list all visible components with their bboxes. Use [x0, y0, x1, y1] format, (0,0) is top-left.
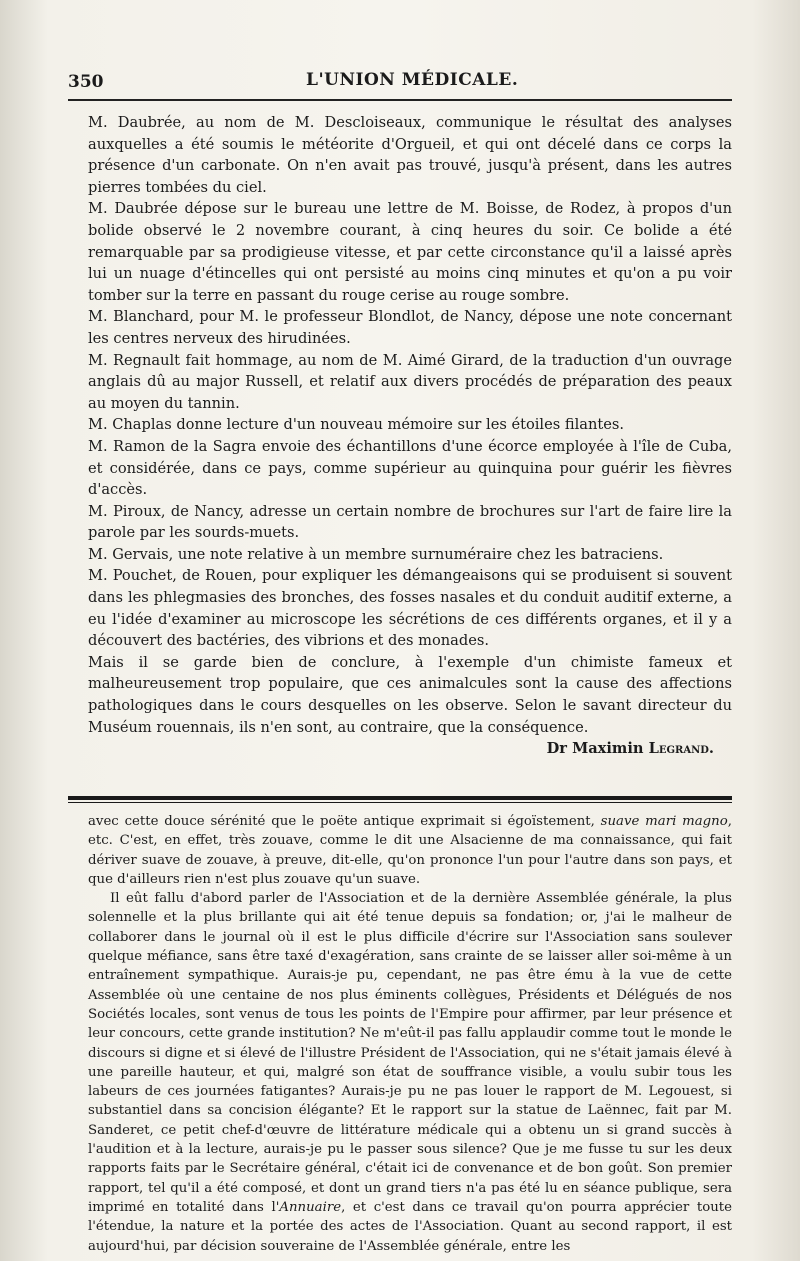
paragraph: avec cette douce sérénité que le poëte antique exprimait si égoïstement, suave mari magno, etc. C'est, en effet, très zouave, comme le dit une Alsacienne de ma connaissance, qui fait dériver suave de zouave, à preuve, dit-elle, qu'on prononce l'un pour l'autre dans son pays, et que d'ailleurs rien n'est plus zouave qu'un suave.	[88, 814, 732, 887]
paragraph: M. Ramon de la Sagra envoie des échantillons d'une écorce employée à l'île de Cuba, et considérée, dans ce pays, comme supérieur au quinquina pour guérir les fièvres d'accès.	[88, 437, 732, 499]
feuilleton-text	[88, 812, 732, 1256]
signature-prefix: Dr Maximin	[546, 740, 649, 758]
paragraph: M. Blanchard, pour M. le professeur Blondlot, de Nancy, dépose une note concernant les centres nerveux des hirudinées.	[88, 308, 732, 347]
page-number: 350	[68, 72, 104, 92]
header-rule	[68, 99, 732, 101]
paragraph: M. Daubrée dépose sur le bureau une lettre de M. Boisse, de Rodez, à propos d'un bolide observé le 2 novembre courant, à cinq heures du soir. Ce bolide a été remarquable par sa prodigieuse vitesse, et par cette circonstance qu'il a laissé après lui un nuage d'étincelles qui ont persisté au moins cinq minutes et qu'on a pu voir tomber sur la terre en passant du rouge cerise au rouge sombre.	[88, 200, 732, 304]
page-header	[68, 68, 732, 96]
academy-report	[88, 112, 732, 760]
paragraph: M. Piroux, de Nancy, adresse un certain nombre de brochures sur l'art de faire lire la parole par les sourds-muets.	[88, 502, 732, 542]
signature-name: Legrand.	[648, 740, 714, 758]
paragraph: M. Gervais, une note relative à un membre surnuméraire chez les batraciens.	[88, 545, 664, 563]
paragraph: Il eût fallu d'abord parler de l'Association et de la dernière Assemblée générale, la plus solennelle et la plus brillante qui ait été tenue depuis sa fondation; or, j'ai le malheur de collaborer dans le journal où il est le plus difficile d'écrire sur l'Association sans soulever quelque méfiance, sans être taxé d'exagération, sans crainte de se laisser aller soi-même à un entraînement sympathique. Aurais-je pu, cependant, ne pas être ému à la vue de cette Assemblée où une centaine de nos plus éminents collègues, Présidents et Délégués de nos Sociétés locales, sont venus de tous les points de l'Empire pour affirmer, par leur présence et leur concours, cette grande institution? Ne m'eût-il pas fallu applaudir comme tout le monde le discours si digne et si élevé de l'illustre Président de l'Association, qui ne s'était jamais élevé à une pareille hauteur, et qui, malgré son état de souffrance visible, a voulu subir tous les labeurs de ces journées fatigantes? Aurais-je pu ne pas louer le rapport de M. Legouest, si substantiel dans sa concision élégante? Et le rapport sur la statue de Laënnec, fait par M. Sanderet, ce petit chef-d'œuvre de littérature médicale qui a obtenu un si grand succès à l'audition et à la lecture, aurais-je pu le passer sous silence? Que je me fusse tu sur les deux rapports faits par le Secrétaire général, c'était ici de convenance et de bon goût. Son premier rapport, tel qu'il a été composé, et dont un grand tiers n'a pas été lu en séance publique, sera imprimé en totalité dans l'Annuaire, et c'est dans ce travail qu'on pourra apprécier toute l'étendue, la nature et la portée des actes de l'Association. Quant au second rapport, il est aujourd'hui, par décision souveraine de l'Assemblée générale, entre les	[88, 891, 732, 1254]
journal-title: L'UNION MÉDICALE.	[306, 70, 519, 90]
paragraph: Mais il se garde bien de conclure, à l'exemple d'un chimiste fameux et malheureusement trop populaire, que ces animalcules sont la cause des affections pathologiques dans le cours desquelles on les observe. Selon le savant directeur du Muséum rouennais, ils n'en sont, au contraire, que la conséquence.	[88, 653, 732, 736]
paragraph: M. Regnault fait hommage, au nom de M. Aimé Girard, de la traduction d'un ouvrage anglais dû au major Russell, et relatif aux divers procédés de préparation des peaux au moyen du tannin.	[88, 351, 732, 412]
section-separator	[68, 796, 732, 803]
author-signature	[88, 738, 732, 760]
paragraph: M. Chaplas donne lecture d'un nouveau mémoire sur les étoiles filantes.	[88, 416, 624, 434]
paragraph: M. Pouchet, de Rouen, pour expliquer les démangeaisons qui se produisent si souvent dans les phlegmasies des bronches, des fosses nasales et du conduit auditif externe, a eu l'idée d'examiner au microscope les sécrétions de ces différents organes, et il y a découvert des bactéries, des vibrions et des monades.	[88, 567, 732, 650]
paragraph: M. Daubrée, au nom de M. Descloiseaux, communique le résultat des analyses auxquelles a été soumis le météorite d'Orgueil, et qui ont décelé dans ce corps la présence d'un carbonate. On n'en avait pas trouvé, jusqu'à présent, dans les autres pierres tombées du ciel.	[88, 114, 732, 196]
